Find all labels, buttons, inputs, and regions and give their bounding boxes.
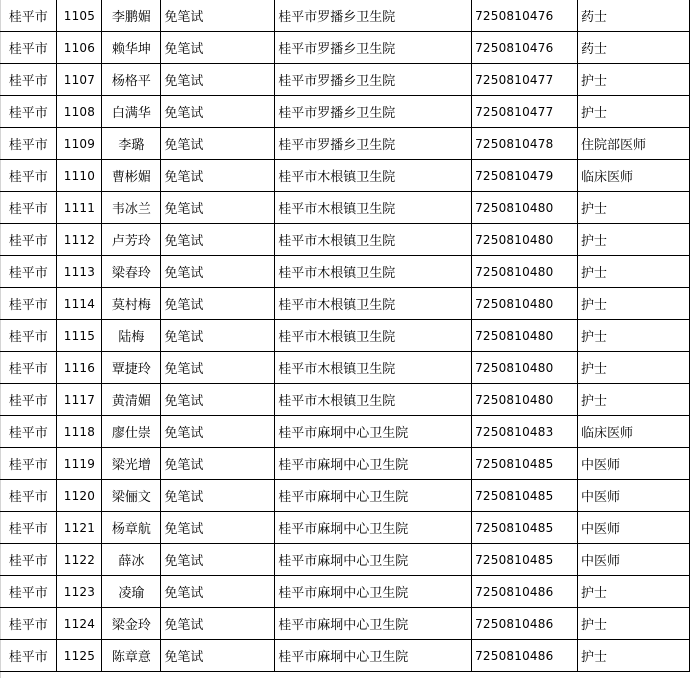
unit-cell[interactable]: 桂平市麻垌中心卫生院 bbox=[275, 416, 472, 448]
code-cell[interactable]: 7250810480 bbox=[472, 224, 578, 256]
post-cell[interactable]: 中医师 bbox=[578, 480, 690, 512]
unit-cell[interactable]: 桂平市罗播乡卫生院 bbox=[275, 128, 472, 160]
table-row bbox=[0, 192, 690, 224]
table-row bbox=[0, 608, 690, 640]
code-cell[interactable]: 7250810483 bbox=[472, 416, 578, 448]
city-cell[interactable]: 桂平市 bbox=[0, 608, 57, 640]
table-row bbox=[0, 448, 690, 480]
seq-cell[interactable]: 1125 bbox=[57, 640, 102, 672]
table-row bbox=[0, 320, 690, 352]
code-cell[interactable]: 7250810486 bbox=[472, 576, 578, 608]
city-cell[interactable]: 桂平市 bbox=[0, 448, 57, 480]
table-row bbox=[0, 416, 690, 448]
post-cell[interactable]: 护士 bbox=[578, 288, 690, 320]
city-cell[interactable]: 桂平市 bbox=[0, 64, 57, 96]
table-row bbox=[0, 0, 690, 32]
seq-cell[interactable]: 1114 bbox=[57, 288, 102, 320]
post-cell[interactable]: 护士 bbox=[578, 640, 690, 672]
code-cell[interactable]: 7250810486 bbox=[472, 608, 578, 640]
post-cell[interactable]: 护士 bbox=[578, 352, 690, 384]
unit-cell[interactable]: 桂平市麻垌中心卫生院 bbox=[275, 608, 472, 640]
table-row bbox=[0, 352, 690, 384]
exam-cell[interactable]: 免笔试 bbox=[161, 64, 275, 96]
city-cell[interactable]: 桂平市 bbox=[0, 224, 57, 256]
seq-cell[interactable]: 1123 bbox=[57, 576, 102, 608]
exam-cell[interactable]: 免笔试 bbox=[161, 512, 275, 544]
name-cell[interactable]: 陈章意 bbox=[102, 640, 161, 672]
table-row bbox=[0, 544, 690, 576]
city-cell[interactable]: 桂平市 bbox=[0, 512, 57, 544]
unit-cell[interactable]: 桂平市罗播乡卫生院 bbox=[275, 64, 472, 96]
seq-cell[interactable]: 1118 bbox=[57, 416, 102, 448]
table-row bbox=[0, 512, 690, 544]
unit-cell[interactable]: 桂平市木根镇卫生院 bbox=[275, 384, 472, 416]
exam-cell[interactable]: 免笔试 bbox=[161, 32, 275, 64]
city-cell[interactable]: 桂平市 bbox=[0, 160, 57, 192]
table-row bbox=[0, 384, 690, 416]
seq-cell[interactable]: 1108 bbox=[57, 96, 102, 128]
post-cell[interactable]: 中医师 bbox=[578, 544, 690, 576]
name-cell[interactable]: 凌瑜 bbox=[102, 576, 161, 608]
post-cell[interactable]: 护士 bbox=[578, 64, 690, 96]
name-cell[interactable]: 黄清媚 bbox=[102, 384, 161, 416]
exam-cell[interactable]: 免笔试 bbox=[161, 480, 275, 512]
city-cell[interactable]: 桂平市 bbox=[0, 544, 57, 576]
unit-cell[interactable]: 桂平市罗播乡卫生院 bbox=[275, 32, 472, 64]
city-cell[interactable]: 桂平市 bbox=[0, 128, 57, 160]
seq-cell[interactable]: 1122 bbox=[57, 544, 102, 576]
exam-cell[interactable]: 免笔试 bbox=[161, 192, 275, 224]
table-row bbox=[0, 128, 690, 160]
post-cell[interactable]: 护士 bbox=[578, 256, 690, 288]
name-cell[interactable]: 赖华坤 bbox=[102, 32, 161, 64]
city-cell[interactable]: 桂平市 bbox=[0, 0, 57, 32]
table-row bbox=[0, 288, 690, 320]
unit-cell[interactable]: 桂平市麻垌中心卫生院 bbox=[275, 640, 472, 672]
seq-cell[interactable]: 1107 bbox=[57, 64, 102, 96]
exam-cell[interactable]: 免笔试 bbox=[161, 288, 275, 320]
unit-cell[interactable]: 桂平市木根镇卫生院 bbox=[275, 320, 472, 352]
seq-cell[interactable]: 1110 bbox=[57, 160, 102, 192]
exam-cell[interactable]: 免笔试 bbox=[161, 608, 275, 640]
unit-cell[interactable]: 桂平市木根镇卫生院 bbox=[275, 288, 472, 320]
name-cell[interactable]: 梁俪文 bbox=[102, 480, 161, 512]
name-cell[interactable]: 梁光增 bbox=[102, 448, 161, 480]
post-cell[interactable]: 药士 bbox=[578, 0, 690, 32]
post-cell[interactable]: 护士 bbox=[578, 224, 690, 256]
exam-cell[interactable]: 免笔试 bbox=[161, 352, 275, 384]
table-row bbox=[0, 480, 690, 512]
unit-cell[interactable]: 桂平市麻垌中心卫生院 bbox=[275, 512, 472, 544]
city-cell[interactable]: 桂平市 bbox=[0, 384, 57, 416]
unit-cell[interactable]: 桂平市罗播乡卫生院 bbox=[275, 0, 472, 32]
unit-cell[interactable]: 桂平市麻垌中心卫生院 bbox=[275, 544, 472, 576]
code-cell[interactable]: 7250810480 bbox=[472, 288, 578, 320]
post-cell[interactable]: 护士 bbox=[578, 192, 690, 224]
name-cell[interactable]: 梁金玲 bbox=[102, 608, 161, 640]
exam-cell[interactable]: 免笔试 bbox=[161, 544, 275, 576]
seq-cell[interactable]: 1124 bbox=[57, 608, 102, 640]
city-cell[interactable]: 桂平市 bbox=[0, 256, 57, 288]
city-cell[interactable]: 桂平市 bbox=[0, 288, 57, 320]
exam-cell[interactable]: 免笔试 bbox=[161, 160, 275, 192]
seq-cell[interactable]: 1112 bbox=[57, 224, 102, 256]
seq-cell[interactable]: 1109 bbox=[57, 128, 102, 160]
table-row bbox=[0, 96, 690, 128]
post-cell[interactable]: 护士 bbox=[578, 320, 690, 352]
post-cell[interactable]: 临床医师 bbox=[578, 416, 690, 448]
name-cell[interactable]: 覃捷玲 bbox=[102, 352, 161, 384]
seq-cell[interactable]: 1119 bbox=[57, 448, 102, 480]
code-cell[interactable]: 7250810485 bbox=[472, 512, 578, 544]
name-cell[interactable]: 陆梅 bbox=[102, 320, 161, 352]
post-cell[interactable]: 护士 bbox=[578, 96, 690, 128]
code-cell[interactable]: 7250810480 bbox=[472, 384, 578, 416]
name-cell[interactable]: 莫村梅 bbox=[102, 288, 161, 320]
exam-cell[interactable]: 免笔试 bbox=[161, 384, 275, 416]
code-cell[interactable]: 7250810477 bbox=[472, 96, 578, 128]
table-row bbox=[0, 160, 690, 192]
city-cell[interactable]: 桂平市 bbox=[0, 192, 57, 224]
exam-cell[interactable]: 免笔试 bbox=[161, 320, 275, 352]
code-cell[interactable]: 7250810477 bbox=[472, 64, 578, 96]
table-row bbox=[0, 640, 690, 672]
post-cell[interactable]: 护士 bbox=[578, 576, 690, 608]
unit-cell[interactable]: 桂平市木根镇卫生院 bbox=[275, 224, 472, 256]
exam-cell[interactable]: 免笔试 bbox=[161, 128, 275, 160]
table-row bbox=[0, 256, 690, 288]
city-cell[interactable]: 桂平市 bbox=[0, 576, 57, 608]
code-cell[interactable]: 7250810480 bbox=[472, 192, 578, 224]
unit-cell[interactable]: 桂平市罗播乡卫生院 bbox=[275, 96, 472, 128]
name-cell[interactable]: 薛冰 bbox=[102, 544, 161, 576]
city-cell[interactable]: 桂平市 bbox=[0, 480, 57, 512]
post-cell[interactable]: 中医师 bbox=[578, 512, 690, 544]
exam-cell[interactable]: 免笔试 bbox=[161, 448, 275, 480]
seq-cell[interactable]: 1121 bbox=[57, 512, 102, 544]
unit-cell[interactable]: 桂平市木根镇卫生院 bbox=[275, 352, 472, 384]
name-cell[interactable]: 白满华 bbox=[102, 96, 161, 128]
unit-cell[interactable]: 桂平市木根镇卫生院 bbox=[275, 192, 472, 224]
code-cell[interactable]: 7250810480 bbox=[472, 256, 578, 288]
seq-cell[interactable]: 1106 bbox=[57, 32, 102, 64]
post-cell[interactable]: 中医师 bbox=[578, 448, 690, 480]
city-cell[interactable]: 桂平市 bbox=[0, 416, 57, 448]
name-cell[interactable]: 廖仕崇 bbox=[102, 416, 161, 448]
name-cell[interactable]: 曹彬媚 bbox=[102, 160, 161, 192]
name-cell[interactable]: 杨章航 bbox=[102, 512, 161, 544]
seq-cell[interactable]: 1116 bbox=[57, 352, 102, 384]
name-cell[interactable]: 卢芳玲 bbox=[102, 224, 161, 256]
seq-cell[interactable]: 1111 bbox=[57, 192, 102, 224]
code-cell[interactable]: 7250810485 bbox=[472, 544, 578, 576]
code-cell[interactable]: 7250810476 bbox=[472, 0, 578, 32]
exam-cell[interactable]: 免笔试 bbox=[161, 96, 275, 128]
city-cell[interactable]: 桂平市 bbox=[0, 352, 57, 384]
table-row bbox=[0, 32, 690, 64]
unit-cell[interactable]: 桂平市麻垌中心卫生院 bbox=[275, 480, 472, 512]
city-cell[interactable]: 桂平市 bbox=[0, 96, 57, 128]
post-cell[interactable]: 护士 bbox=[578, 384, 690, 416]
code-cell[interactable]: 7250810480 bbox=[472, 320, 578, 352]
name-cell[interactable]: 李璐 bbox=[102, 128, 161, 160]
unit-cell[interactable]: 桂平市麻垌中心卫生院 bbox=[275, 448, 472, 480]
code-cell[interactable]: 7250810480 bbox=[472, 352, 578, 384]
post-cell[interactable]: 临床医师 bbox=[578, 160, 690, 192]
exam-cell[interactable]: 免笔试 bbox=[161, 640, 275, 672]
code-cell[interactable]: 7250810476 bbox=[472, 32, 578, 64]
name-cell[interactable]: 梁春玲 bbox=[102, 256, 161, 288]
name-cell[interactable]: 韦冰兰 bbox=[102, 192, 161, 224]
post-cell[interactable]: 药士 bbox=[578, 32, 690, 64]
exam-cell[interactable]: 免笔试 bbox=[161, 416, 275, 448]
seq-cell[interactable]: 1113 bbox=[57, 256, 102, 288]
seq-cell[interactable]: 1115 bbox=[57, 320, 102, 352]
table-row bbox=[0, 224, 690, 256]
seq-cell[interactable]: 1117 bbox=[57, 384, 102, 416]
unit-cell[interactable]: 桂平市木根镇卫生院 bbox=[275, 256, 472, 288]
post-cell[interactable]: 护士 bbox=[578, 608, 690, 640]
name-cell[interactable]: 李鹏媚 bbox=[102, 0, 161, 32]
name-cell[interactable]: 杨格平 bbox=[102, 64, 161, 96]
code-cell[interactable]: 7250810479 bbox=[472, 160, 578, 192]
unit-cell[interactable]: 桂平市麻垌中心卫生院 bbox=[275, 576, 472, 608]
city-cell[interactable]: 桂平市 bbox=[0, 320, 57, 352]
table-row bbox=[0, 64, 690, 96]
exam-cell[interactable]: 免笔试 bbox=[161, 256, 275, 288]
exam-cell[interactable]: 免笔试 bbox=[161, 0, 275, 32]
unit-cell[interactable]: 桂平市木根镇卫生院 bbox=[275, 160, 472, 192]
exam-cell[interactable]: 免笔试 bbox=[161, 576, 275, 608]
code-cell[interactable]: 7250810485 bbox=[472, 448, 578, 480]
code-cell[interactable]: 7250810485 bbox=[472, 480, 578, 512]
seq-cell[interactable]: 1120 bbox=[57, 480, 102, 512]
exam-cell[interactable]: 免笔试 bbox=[161, 224, 275, 256]
post-cell[interactable]: 住院部医师 bbox=[578, 128, 690, 160]
code-cell[interactable]: 7250810478 bbox=[472, 128, 578, 160]
table-row bbox=[0, 576, 690, 608]
city-cell[interactable]: 桂平市 bbox=[0, 640, 57, 672]
code-cell[interactable]: 7250810486 bbox=[472, 640, 578, 672]
city-cell[interactable]: 桂平市 bbox=[0, 32, 57, 64]
seq-cell[interactable]: 1105 bbox=[57, 0, 102, 32]
